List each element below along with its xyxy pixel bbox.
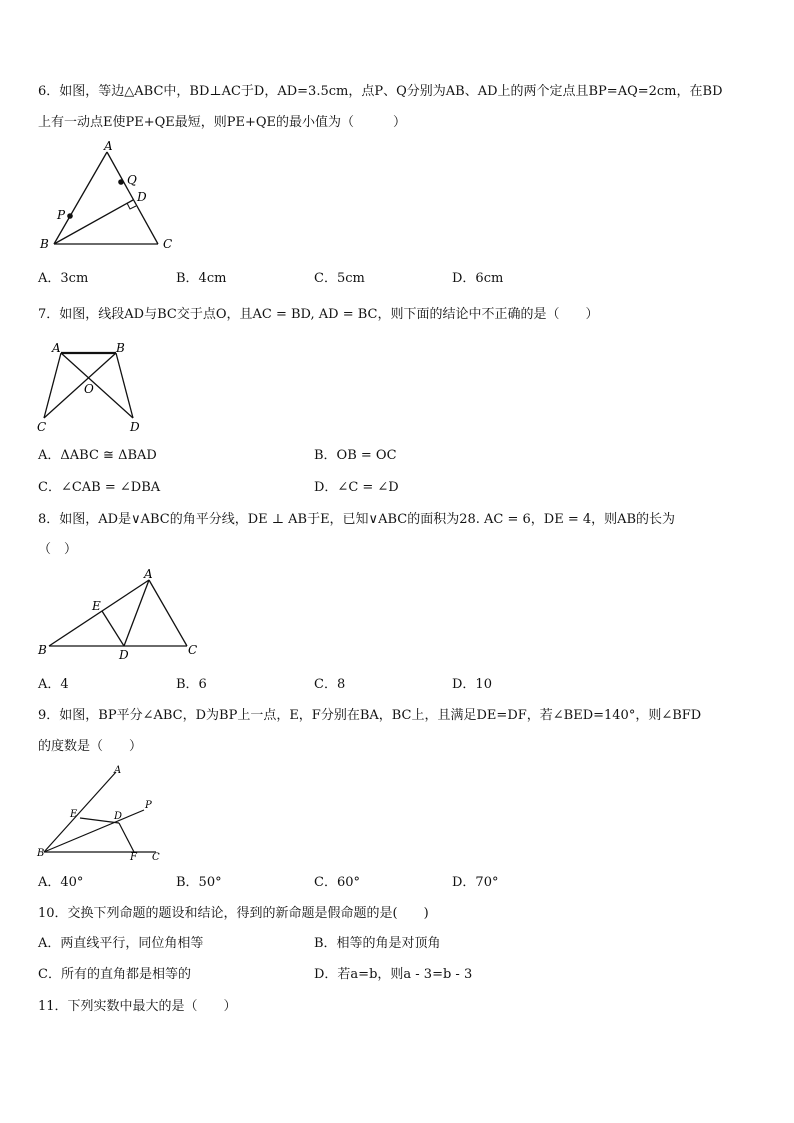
q7-option-a[interactable]: A．ΔABC ≅ ΔBAD — [38, 448, 157, 463]
q8-option-c[interactable]: C．8 — [314, 677, 346, 692]
q6-label-c: C — [163, 237, 173, 251]
q10-option-a[interactable]: A．两直线平行，同位角相等 — [38, 936, 204, 951]
q9-option-b[interactable]: B．50° — [176, 875, 222, 890]
q6-point-q — [118, 179, 124, 185]
q10-option-c[interactable]: C．所有的直角都是相等的 — [38, 967, 191, 982]
q6-label-a: A — [104, 139, 113, 153]
q9-label-c: C — [152, 852, 160, 863]
q7-label-c: C — [37, 420, 47, 434]
q9-segment-df — [119, 823, 134, 852]
q6-label-p: P — [57, 208, 66, 222]
q7-segment-ac — [44, 353, 61, 418]
q7-label-b: B — [116, 341, 125, 355]
q7-label-d: D — [130, 420, 140, 434]
q10-option-b[interactable]: B．相等的角是对顶角 — [314, 936, 441, 951]
q9-ray-ba — [44, 772, 116, 852]
q6-stem-line2: 上有一动点E使PE+QE最短，则PE+QE的最小值为（ ） — [38, 115, 407, 130]
q7-segment-bd — [116, 353, 133, 418]
q8-label-d: D — [119, 648, 129, 662]
q9-option-a[interactable]: A．40° — [38, 875, 84, 890]
q7-option-b[interactable]: B．OB = OC — [314, 448, 397, 463]
q9-label-b: B — [37, 848, 45, 859]
q6-side-ac — [107, 152, 158, 244]
q8-segment-de — [102, 611, 124, 646]
q7-stem: 7．如图，线段AD与BC交于点O，且AC = BD, AD = BC，则下面的结论中不正确的是（ ） — [38, 307, 599, 322]
q9-label-a: A — [114, 765, 122, 776]
q7-label-o: O — [84, 382, 94, 396]
q8-option-a[interactable]: A．4 — [38, 677, 69, 692]
q9-label-p: P — [145, 800, 152, 811]
q9-label-f: F — [130, 852, 137, 863]
q8-label-e: E — [92, 599, 101, 613]
q6-right-angle-mark — [127, 203, 136, 209]
q6-stem-line1: 6．如图，等边△ABC中，BD⊥AC于D，AD=3.5cm，点P、Q分别为AB、AD上的两个定点且BP=AQ=2cm，在BD — [38, 84, 723, 99]
q10-stem: 10．交换下列命题的题设和结论，得到的新命题是假命题的是( ) — [38, 906, 429, 921]
q7-option-d[interactable]: D．∠C = ∠D — [314, 480, 399, 495]
q8-option-b[interactable]: B．6 — [176, 677, 207, 692]
q7-option-c[interactable]: C．∠CAB = ∠DBA — [38, 480, 161, 495]
q8-side-ac — [149, 580, 187, 646]
q8-side-ab — [49, 580, 149, 646]
q9-stem-line1: 9．如图，BP平分∠ABC，D为BP上一点，E，F分别在BA，BC上，且满足DE=DF，若∠BED=140°，则∠BFD — [38, 708, 702, 723]
q9-figure — [36, 762, 171, 867]
q11-stem: 11．下列实数中最大的是（ ） — [38, 999, 237, 1014]
q7-label-a: A — [52, 341, 61, 355]
q8-label-c: C — [188, 643, 198, 657]
q6-option-c[interactable]: C．5cm — [314, 271, 365, 286]
q6-point-p — [67, 213, 73, 219]
q9-option-c[interactable]: C．60° — [314, 875, 360, 890]
q10-option-d[interactable]: D．若a=b，则a - 3=b - 3 — [314, 967, 473, 982]
q6-label-b: B — [40, 237, 49, 251]
q6-label-d: D — [137, 190, 147, 204]
q9-option-d[interactable]: D．70° — [452, 875, 499, 890]
q8-label-b: B — [38, 643, 47, 657]
q6-figure — [38, 140, 188, 255]
q6-option-a[interactable]: A．3cm — [38, 271, 89, 286]
q6-label-q: Q — [127, 173, 137, 187]
q9-label-e: E — [70, 809, 78, 820]
q6-segment-bd — [54, 200, 133, 244]
q6-option-d[interactable]: D．6cm — [452, 271, 504, 286]
q8-label-a: A — [144, 567, 153, 581]
q6-side-ab — [54, 152, 107, 244]
q6-option-b[interactable]: B．4cm — [176, 271, 227, 286]
q7-segment-bc — [44, 353, 116, 418]
q9-ray-bp — [44, 810, 144, 852]
q7-segment-ad — [61, 353, 133, 418]
q8-option-d[interactable]: D．10 — [452, 677, 492, 692]
q9-stem-line2: 的度数是（ ） — [38, 739, 143, 754]
q9-label-d: D — [114, 811, 123, 822]
q8-stem-line1: 8．如图，AD是∨ABC的角平分线，DE ⊥ AB于E，已知∨ABC的面积为28. AC = 6，DE = 4，则AB的长为 — [38, 512, 676, 527]
q8-segment-ad — [124, 580, 149, 646]
q8-stem-line2: （ ） — [38, 542, 78, 557]
q8-figure — [38, 565, 203, 665]
q7-figure — [36, 340, 156, 435]
